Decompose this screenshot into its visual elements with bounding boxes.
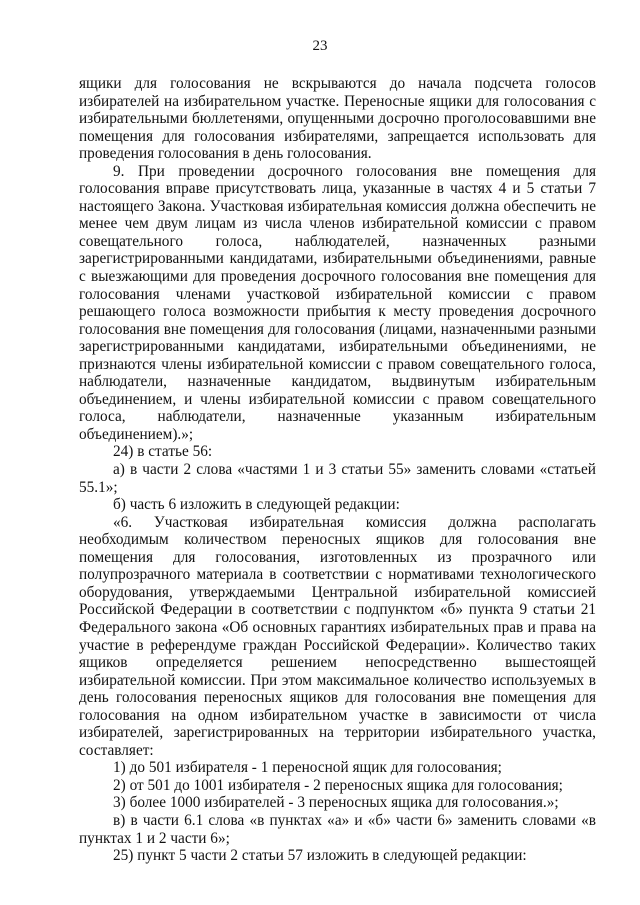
page-number: 23 <box>312 38 328 54</box>
paragraph-continuation: ящики для голосования не вскрываются до начала подсчета голосов избирателей на избирательном участке. Переносные ящики для голосования с избирательными бюллетенями, опущенными досрочно проголосовавшими вне помещения для голосования избирателями, запрещается использовать для проведения голосования в день голосования. <box>79 75 596 163</box>
paragraph-list-3: 3) более 1000 избирателей - 3 переносных ящика для голосования.»; <box>113 794 559 812</box>
paragraph-subitem-v: в) в части 6.1 слова «в пунктах «а» и «б» части 6» заменить словами «в пунктах 1 и 2 части 6»; <box>79 811 596 847</box>
paragraph-subitem-a: а) в части 2 слова «частями 1 и 3 статьи 55» заменить словами «статьей 55.1»; <box>79 461 596 496</box>
paragraph-list-1: 1) до 501 избирателя - 1 переносной ящик для голосования; <box>113 759 502 777</box>
paragraph-item-25: 25) пункт 5 части 2 статьи 57 изложить в следующей редакции: <box>113 847 527 865</box>
paragraph-part-6: «6. Участковая избирательная комиссия должна располагать необходимым количеством переносных ящиков для голосования вне помещения для голосования, изготовленных из прозрачного или полупрозрачного материала в соответствии с нормативами технологического оборудования, утверждаемыми Центральной избирательной комиссией Российской Федерации в соответствии с подпунктом «б» пункта 9 статьи 21 Федерального закона «Об основных гарантиях избирательных прав и права на участие в референдуме граждан Российской Федерации». Количество таких ящиков определяется решением непосредственно вышестоящей избирательной комиссии. При этом максимальное количество используемых в день голосования переносных ящиков для голосования вне помещения для голосования на одном избирательном участке в зависимости от числа избирателей, зарегистрированных на территории избирательного участка, составляет: <box>79 513 596 759</box>
paragraph-item-9: 9. При проведении досрочного голосования вне помещения для голосования вправе присутствовать лица, указанные в частях 4 и 5 статьи 7 настоящего Закона. Участковая избирательная комиссия должна обеспечить не менее чем двум лицам из числа членов избирательной комиссии с правом совещательного голоса, наблюдателей, назначенных разными зарегистрированными кандидатами, избирательными объединениями, равные с выезжающими для проведения досрочного голосования вне помещения для голосования членами участковой избирательной комиссии с правом решающего голоса возможности прибытия к месту проведения досрочного голосования вне помещения для голосования (лицами, назначенными разными зарегистрированными кандидатами, избирательными объединениями, не признаются члены избирательной комиссии с правом совещательного голоса, наблюдатели, назначенные кандидатом, выдвинутым избирательным объединением, и члены избирательной комиссии с правом совещательного голоса, наблюдатели, назначенные указанным избирательным объединением).»; <box>79 162 596 443</box>
document-body <box>79 75 596 865</box>
paragraph-list-2: 2) от 501 до 1001 избирателя - 2 переносных ящика для голосования; <box>113 776 563 794</box>
paragraph-subitem-b: б) часть 6 изложить в следующей редакции: <box>113 496 400 514</box>
paragraph-item-24: 24) в статье 56: <box>113 443 213 461</box>
